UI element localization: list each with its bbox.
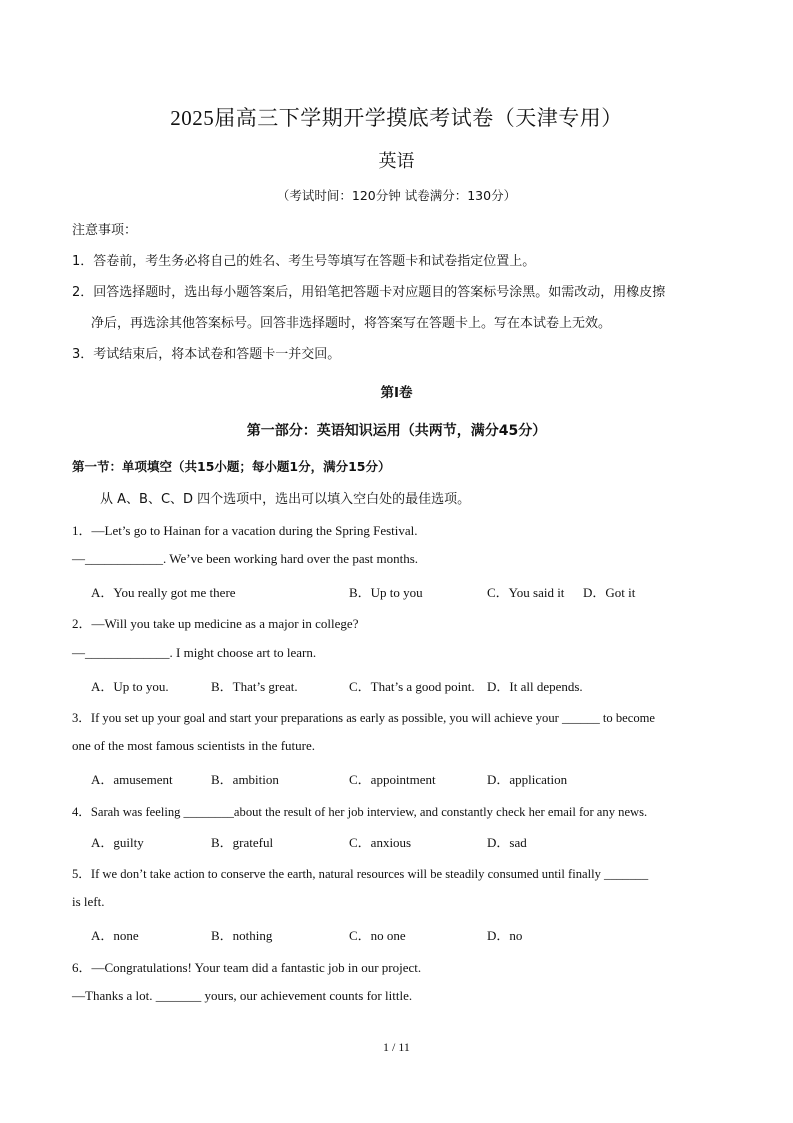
q5-option-d: D．no	[487, 928, 523, 943]
q3-option-d: D．application	[487, 772, 568, 787]
q3-option-c: C．appointment	[349, 772, 436, 787]
note-item-2: 2．回答选择题时，选出每小题答案后，用铅笔把答题卡对应题目的答案标号涂黑。如需改动，用橡皮擦	[72, 285, 666, 300]
question-3-stem: 3．If you set up your goal and start your preparations as early as possible, you will achieve your ______ to become	[72, 711, 656, 725]
note-item-2-cont: 净后，再选涂其他答案标号。回答非选择题时，将答案写在答题卡上。写在本试卷上无效。	[91, 316, 612, 331]
q1-option-a: A．You really got me there	[91, 585, 236, 600]
q1-option-d: D．Got it	[583, 585, 636, 600]
q1-option-c: C．You said it	[487, 585, 565, 600]
q4-option-b: B．grateful	[211, 835, 274, 850]
question-2-stem: 2．—Will you take up medicine as a major in college?	[72, 616, 359, 631]
volume-heading: 第I卷	[380, 385, 413, 401]
q5-option-c: C．no one	[349, 928, 406, 943]
question-3-stem-cont: one of the most famous scientists in the future.	[72, 738, 315, 753]
q5-option-b: B．nothing	[211, 928, 273, 943]
q5-option-a: A．none	[91, 928, 139, 943]
q2-option-c: C．That’s a good point.	[349, 679, 475, 694]
q4-option-d: D．sad	[487, 835, 527, 850]
exam-title: 2025届高三下学期开学摸底考试卷（天津专用）	[170, 106, 623, 130]
subject-title: 英语	[378, 151, 415, 172]
q4-option-c: C．anxious	[349, 835, 412, 850]
page-number: 1 / 11	[383, 1040, 410, 1054]
q2-option-b: B．That’s great.	[211, 679, 298, 694]
question-4-stem: 4．Sarah was feeling ________about the result of her job interview, and constantly check her email for any news.	[72, 805, 648, 819]
q2-option-d: D．It all depends.	[487, 679, 583, 694]
question-6-reply: —Thanks a lot. _______ yours, our achievement counts for little.	[72, 988, 413, 1003]
q3-option-b: B．ambition	[211, 772, 279, 787]
part-heading: 第一部分：英语知识运用（共两节，满分45分）	[246, 423, 547, 439]
q3-option-a: A．amusement	[91, 772, 173, 787]
exam-info: （考试时间：120分钟 试卷满分：130分）	[276, 188, 517, 203]
note-item-3: 3．考试结束后，将本试卷和答题卡一并交回。	[72, 347, 341, 362]
q4-option-a: A．guilty	[91, 835, 144, 850]
notes-heading: 注意事项：	[72, 223, 138, 238]
question-2-reply: —_____________. I might choose art to learn.	[72, 645, 317, 660]
question-5-stem: 5．If we don’t take action to conserve the earth, natural resources will be steadily consumed until finally _______	[72, 867, 649, 881]
question-6-stem: 6．—Congratulations! Your team did a fantastic job in our project.	[72, 960, 422, 975]
q1-option-b: B．Up to you	[349, 585, 423, 600]
section-heading: 第一节：单项填空（共15小题；每小题1分，满分15分）	[72, 459, 391, 474]
q2-option-a: A．Up to you.	[91, 679, 169, 694]
section-instruction: 从 A、B、C、D 四个选项中，选出可以填入空白处的最佳选项。	[100, 492, 471, 507]
question-1-stem: 1．—Let’s go to Hainan for a vacation during the Spring Festival.	[72, 523, 418, 538]
question-5-stem-cont: is left.	[72, 894, 105, 909]
note-item-1: 1．答卷前，考生务必将自己的姓名、考生号等填写在答题卡和试卷指定位置上。	[72, 254, 536, 269]
question-1-reply: —____________. We’ve been working hard over the past months.	[72, 551, 419, 566]
